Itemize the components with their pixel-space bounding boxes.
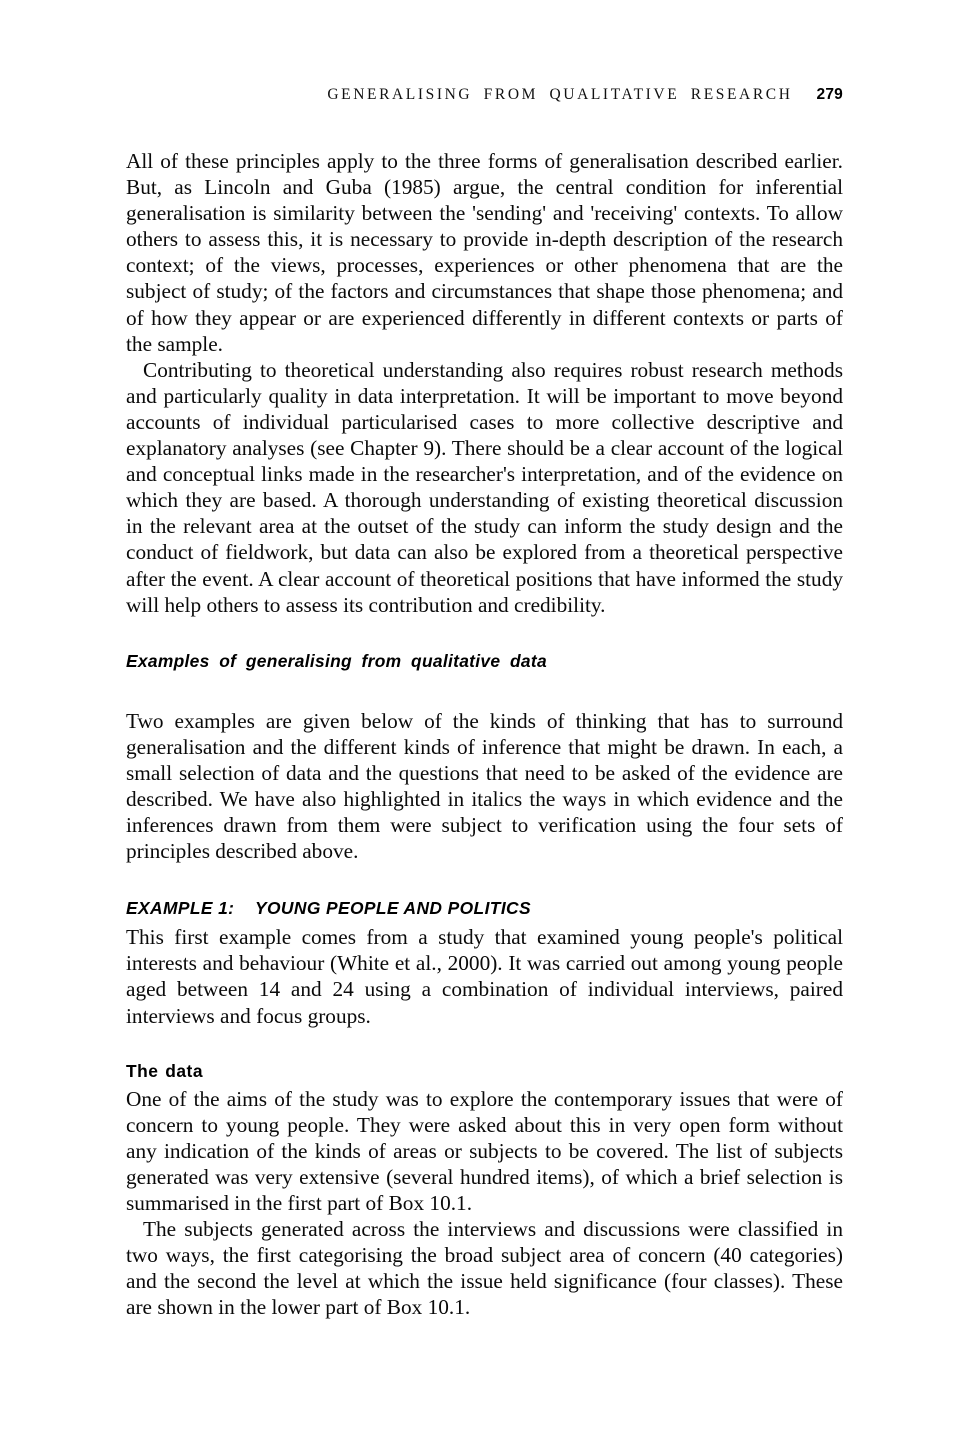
paragraph-block-3	[126, 708, 843, 865]
heading-block-examples	[126, 651, 843, 672]
body-paragraph-6: The subjects generated across the interviews and discussions were classified in two ways, the first categorising the broad subject area of concern (40 categories) and the second the level at which the issue held significance (four classes). These are shown in the lower part of Box 10.1.	[126, 1217, 843, 1320]
body-paragraph-5: One of the aims of the study was to explore the contemporary issues that were of concern to young people. They were asked about this in very open form without any indication of the kinds of areas or subjects to be covered. The list of subjects generated was very extensive (several hundred items), of which a brief selection is summarised in the first part of Box 10.1.	[126, 1086, 843, 1215]
heading-example-1: EXAMPLE 1: YOUNG PEOPLE AND POLITICS	[126, 898, 532, 919]
body-paragraph-3: Two examples are given below of the kinds of thinking that has to surround generalisation and the different kinds of inference that might be drawn. In each, a small selection of data and the questions that need to be asked of the evidence are described. We have also highlighted in italics the ways in which evidence and the inferences drawn from them were subject to verification using the four sets of principles described above.	[126, 708, 843, 864]
body-paragraph-1: All of these principles apply to the three forms of generalisation described earlier. But, as Lincoln and Guba (1985) argue, the central condition for inferential generalisation is similarity between the 'sending' and 'receiving' contexts. To allow others to assess this, it is necessary to provide in-depth description of the research context; of the views, processes, experiences or other phenomena that are the subject of study; of the factors and circumstances that shape those phenomena; and of how they appear or are experienced differently in different contexts or parts of the sample.	[126, 149, 843, 356]
heading-block-example-1	[126, 898, 843, 919]
paragraph-block-2	[126, 357, 843, 618]
body-paragraph-4: This first example comes from a study that examined young people's political interests and behaviour (White et al., 2000). It was carried out among young people aged between 14 and 24 using a combination of individual interviews, paired interviews and focus groups.	[126, 925, 843, 1028]
paragraph-block-1	[126, 148, 843, 357]
page-content-column	[126, 0, 843, 1320]
paragraph-block-4	[126, 924, 843, 1028]
section-heading-examples: Examples of generalising from qualitative data	[126, 650, 547, 671]
page-number: 279	[816, 86, 843, 103]
heading-block-the-data	[126, 1061, 843, 1082]
subheading-the-data: The data	[126, 1060, 204, 1081]
paragraph-block-6	[126, 1216, 843, 1320]
running-head	[126, 86, 843, 120]
body-paragraph-2: Contributing to theoretical understanding also requires robust research methods and particularly quality in data interpretation. It will be important to move beyond accounts of individual particularised cases to more collective descriptive and explanatory analyses (see Chapter 9). There should be a clear account of the logical and conceptual links made in the researcher's interpretation, and of the evidence on which they are based. A thorough understanding of existing theoretical discussion in the relevant area at the outset of the study can inform the study design and the conduct of fieldwork, but data can also be explored from a theoretical perspective after the event. A clear account of theoretical positions that have informed the study will help others to assess its contribution and credibility.	[126, 357, 843, 617]
running-head-title: GENERALISING FROM QUALITATIVE RESEARCH	[327, 86, 793, 103]
paragraph-block-5	[126, 1086, 843, 1216]
